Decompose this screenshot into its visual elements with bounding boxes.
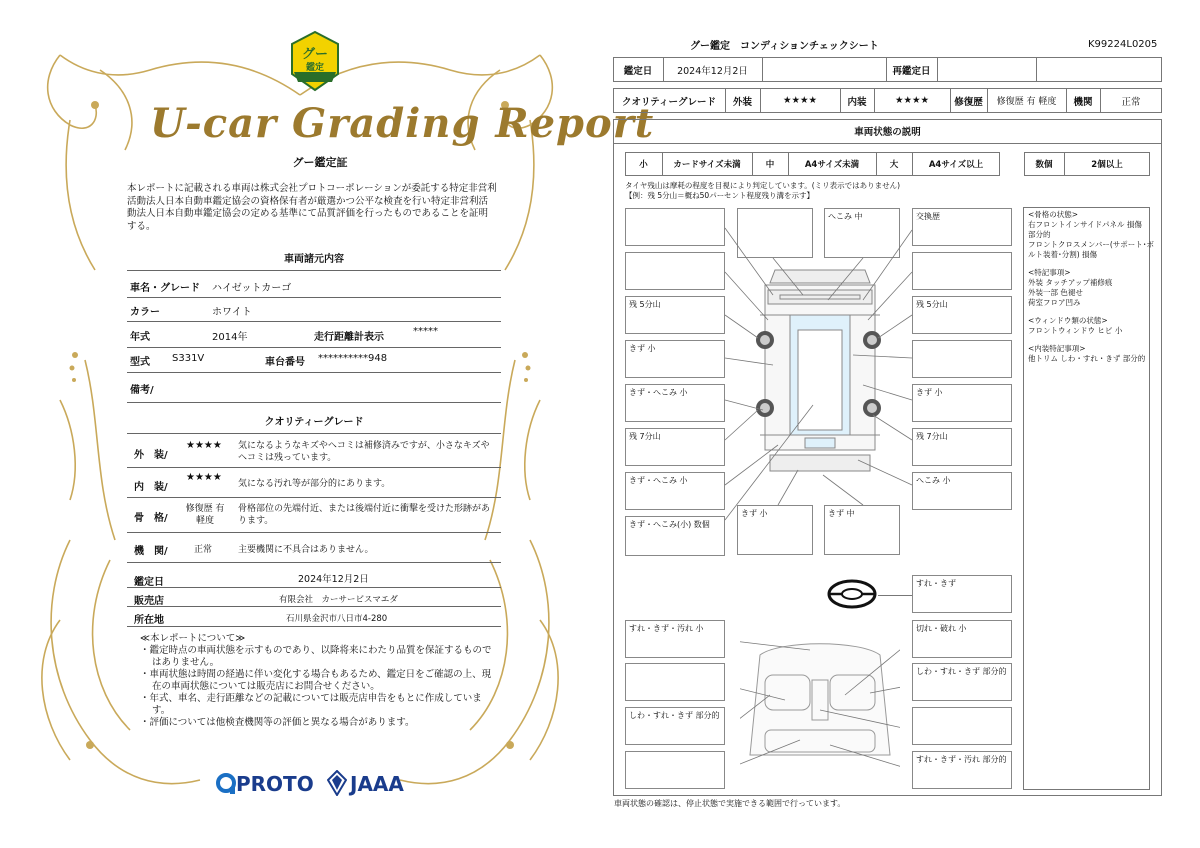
interior-label: 内 装/ xyxy=(134,482,168,493)
tire-note-2: 【例：残 5分山＝概ね50パーセント程度残り溝を示す】 xyxy=(625,191,815,200)
jaaa-brand: JAAA xyxy=(350,772,404,796)
divider xyxy=(127,402,501,403)
chassis-value: **********948 xyxy=(318,353,388,364)
note-line: 部分的 xyxy=(1028,230,1051,239)
proto-logo-icon xyxy=(216,773,236,795)
size-large: 大 xyxy=(889,160,899,170)
engine-label: 機関 xyxy=(1073,96,1093,108)
repair-value: 修復歴 有 軽度 xyxy=(996,97,1057,107)
int-stars: ★★★★ xyxy=(894,95,930,106)
address-value: 石川県金沢市八日市4-280 xyxy=(286,614,388,624)
model-label: 型式 xyxy=(130,357,150,368)
divider xyxy=(127,297,501,298)
size-small-desc: カードサイズ未満 xyxy=(673,160,741,170)
date-label: 鑑定日 xyxy=(623,65,653,77)
year-value: 2014年 xyxy=(212,332,248,343)
damage-box-front-center: へこみ 中 xyxy=(824,208,900,258)
note-interior-title: <内装特記事項> xyxy=(1028,344,1086,353)
tire-box-front-right: 残 5分山 xyxy=(912,296,1012,334)
note-special-title: <特記事項> xyxy=(1028,268,1071,277)
notes-title: ≪本レポートについて≫ xyxy=(140,633,246,644)
leader-lines xyxy=(613,200,1023,580)
interior-box-right: 切れ・破れ 小 xyxy=(912,620,1012,658)
car-name-value: ハイゼットカーゴ xyxy=(212,283,292,294)
tire-box-front-left: 残 5分山 xyxy=(625,296,725,334)
note-frame-title: <骨格の状態> xyxy=(1028,210,1079,219)
engine-label: 機 関/ xyxy=(134,546,168,557)
badge-text-bottom: 鑑定 xyxy=(305,63,325,73)
note-line: 荷室フロア凹み xyxy=(1028,298,1081,307)
grade-label: クオリティーグレード xyxy=(621,96,717,108)
address-label: 所在地 xyxy=(134,615,164,626)
interior-desc: 気になる汚れ等が部分的にあります。 xyxy=(238,479,391,489)
int-label: 内装 xyxy=(847,96,867,108)
interior-box xyxy=(912,707,1012,745)
damage-box-left: きず 小 xyxy=(625,340,725,378)
year-label: 年式 xyxy=(130,332,150,343)
damage-box-left: きず・へこみ 小 xyxy=(625,384,725,422)
exterior-stars: ★★★★ xyxy=(186,440,222,451)
size-mid: 中 xyxy=(765,160,775,170)
divider xyxy=(127,372,501,373)
steering-wheel-icon xyxy=(826,578,878,610)
remarks-label: 備考/ xyxy=(130,385,154,396)
ext-label: 外装 xyxy=(732,96,752,108)
damage-box-right: へこみ 小 xyxy=(912,472,1012,510)
note-item: ・車両状態は時間の経過に伴い変化する場合もあるため、鑑定日をご確認の上、現在の車両状態については販売店にお問合せください。 xyxy=(140,669,492,692)
note-line: 他トリム しわ・すれ・きず 部分的 xyxy=(1028,354,1146,363)
interior-box-left: しわ・すれ・きず 部分的 xyxy=(625,707,725,745)
note-line: 右フロントインサイドパネル 損傷 xyxy=(1028,220,1142,229)
report-notes xyxy=(140,633,500,729)
car-interior-diagram xyxy=(740,635,900,770)
ext-stars: ★★★★ xyxy=(782,95,818,106)
note-item: ・鑑定時点の車両状態を示すものであり、以降将来にわたり品質を保証するものではありません。 xyxy=(140,645,492,668)
chassis-label: 車台番号 xyxy=(265,357,305,368)
count-desc: 2個以上 xyxy=(1091,160,1123,170)
damage-box-rear: きず 中 xyxy=(824,505,900,555)
reappraisal-label: 再鑑定日 xyxy=(892,65,931,77)
sheet-id: K99224L0205 xyxy=(1088,39,1158,50)
certificate-subtitle: グー鑑定証 xyxy=(292,156,348,169)
divider xyxy=(127,347,501,348)
divider xyxy=(127,626,501,627)
frame-value: 修復歴 有 軽度 xyxy=(185,504,225,526)
frame-label: 骨 格/ xyxy=(134,513,168,524)
exterior-label: 外 装/ xyxy=(134,450,168,461)
divider xyxy=(127,433,501,434)
condition-notes xyxy=(1028,210,1156,372)
divider xyxy=(127,497,501,498)
sheet-footer: 車両状態の確認は、停止状態で実施できる範囲で行っています。 xyxy=(614,799,846,808)
tire-box-rear-right: 残 7分山 xyxy=(912,428,1012,466)
note-item: ・年式、車名、走行距離などの記載については販売店申告をもとに作成しています。 xyxy=(140,693,482,716)
state-title: 車両状態の説明 xyxy=(854,127,921,138)
dealer-value: 有限会社 カーサービスマエダ xyxy=(279,595,398,605)
frame-desc: 骨格部位の先端付近、または後端付近に衝撃を受けた形跡があります。 xyxy=(238,504,491,526)
interior-stars: ★★★★ xyxy=(186,472,222,483)
date-value: 2024年12月2日 xyxy=(677,65,748,77)
divider xyxy=(127,532,501,533)
note-line: 外装 タッチアップ補修痕 xyxy=(1028,278,1113,287)
engine-value: 正常 xyxy=(1121,96,1141,108)
specs-title: 車両諸元内容 xyxy=(284,254,344,265)
engine-value: 正常 xyxy=(194,545,213,555)
goo-appraisal-badge-icon xyxy=(288,30,342,92)
divider xyxy=(127,467,501,468)
mileage-value: ***** xyxy=(413,326,438,337)
car-name-label: 車名・グレード xyxy=(130,283,200,294)
interior-box xyxy=(625,663,725,701)
note-line: フロントウィンドウ ヒビ 小 xyxy=(1028,326,1123,335)
model-value: S331V xyxy=(172,353,205,364)
interior-box-right: すれ・きず・汚れ 部分的 xyxy=(912,751,1012,789)
note-window-title: <ウィンドウ類の状態> xyxy=(1028,316,1108,325)
interior-box-left: すれ・きず・汚れ 小 xyxy=(625,620,725,658)
jaaa-logo-icon xyxy=(327,770,347,796)
repair-label: 修復歴 xyxy=(954,96,983,108)
color-value: ホワイト xyxy=(212,307,252,318)
sheet-title: グー鑑定 コンディションチェックシート xyxy=(690,41,879,52)
proto-brand: PROTO xyxy=(236,772,314,796)
dealer-label: 販売店 xyxy=(134,596,164,607)
note-line: フロントクロスメンバー(サポート･ボルト装着･分割) 損傷 xyxy=(1028,240,1155,259)
certificate-intro: 本レポートに記載される車両は株式会社プロトコーポレーションが委託する特定非営利活動法人日本自動車鑑定協会の資格保有者が厳選かつ公平な検査を行い特定非営利活動法人日本自動車鑑定協会の定める基準にて品質評価を行ったものであることを証明する。 xyxy=(127,183,497,232)
tire-note-1: タイヤ残山は摩耗の程度を目視により判定しています。(ミリ表示ではありません) xyxy=(625,181,901,190)
note-line: 外装一部 色褪せ xyxy=(1028,288,1083,297)
divider xyxy=(127,270,501,271)
tire-box-rear-left: 残 7分山 xyxy=(625,428,725,466)
note-item: ・評価については他検査機関等の評価と異なる場合があります。 xyxy=(140,717,415,728)
engine-desc: 主要機関に不具合はありません。 xyxy=(238,545,374,555)
appraisal-date-value: 2024年12月2日 xyxy=(298,574,369,585)
report-title: U-car Grading Report xyxy=(150,100,655,147)
appraisal-date-label: 鑑定日 xyxy=(134,577,164,588)
divider xyxy=(127,587,501,588)
size-mid-desc: A4サイズ未満 xyxy=(804,160,860,170)
damage-box-left: きず・へこみ(小) 数個 xyxy=(625,516,725,556)
divider xyxy=(127,606,501,607)
divider xyxy=(127,321,501,322)
quality-title: クオリティーグレード xyxy=(264,417,364,428)
mileage-label: 走行距離計表示 xyxy=(314,332,384,343)
damage-box-rear: きず 小 xyxy=(737,505,813,555)
damage-box-right: きず 小 xyxy=(912,384,1012,422)
size-large-desc: A4サイズ以上 xyxy=(928,160,984,170)
interior-box xyxy=(625,751,725,789)
interior-box-steering: すれ・きず xyxy=(912,575,1012,613)
divider xyxy=(127,562,501,563)
damage-box-front-right: 交換歴 xyxy=(912,208,1012,246)
color-label: カラー xyxy=(130,307,160,318)
count-label: 数個 xyxy=(1035,160,1053,170)
size-small: 小 xyxy=(639,160,648,170)
damage-box-left: きず・へこみ 小 xyxy=(625,472,725,510)
interior-box-right: しわ・すれ・きず 部分的 xyxy=(912,663,1012,701)
exterior-desc: 気になるようなキズやヘコミは補修済みですが、小さなキズやヘコミは残っています。 xyxy=(238,441,490,463)
badge-text-top: グー xyxy=(301,47,329,62)
